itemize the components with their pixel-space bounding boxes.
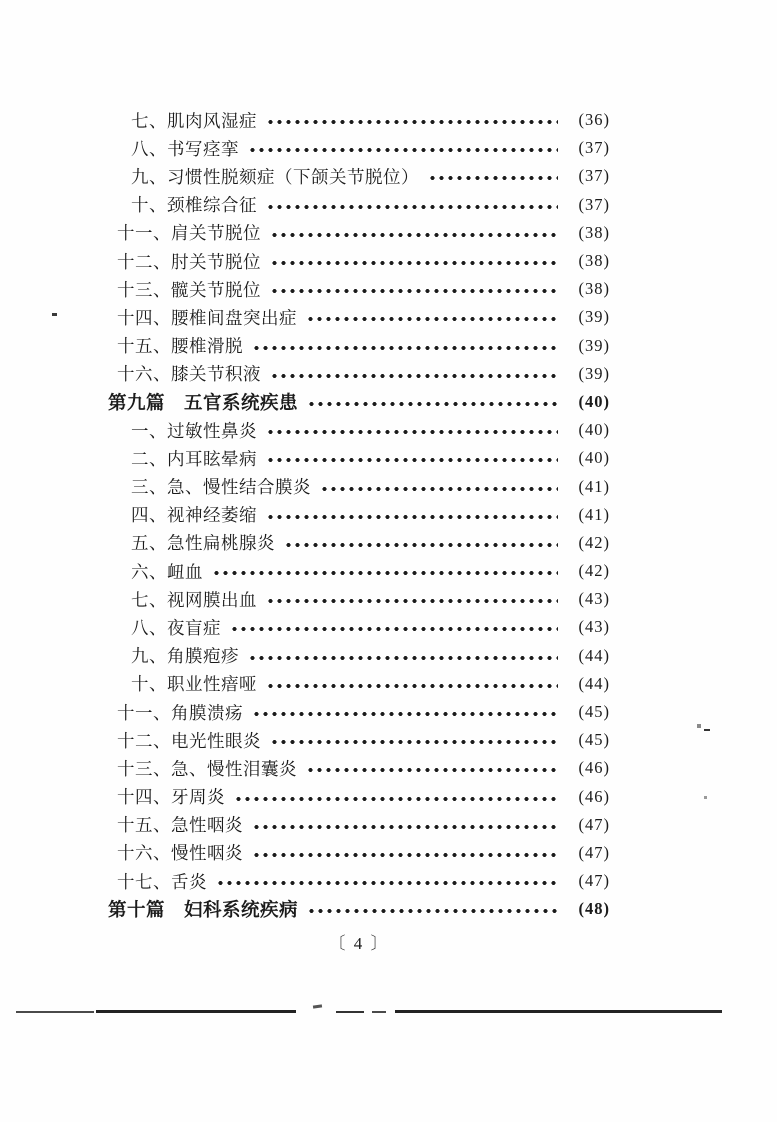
footer-page-label: 〔 4 〕 xyxy=(328,934,390,953)
dot-leader-icon xyxy=(252,824,558,830)
toc-entry xyxy=(108,642,610,670)
dot-leader-icon xyxy=(252,852,558,858)
dot-leader-icon xyxy=(266,429,558,435)
toc-entry-label: 九、习惯性脱颏症（下颌关节脱位） xyxy=(131,166,419,187)
toc-entry-label: 十一、角膜溃疡 xyxy=(117,702,243,723)
toc-entry-label: 十六、慢性咽炎 xyxy=(117,843,243,864)
scan-rule-segment xyxy=(313,1004,322,1008)
toc-entry-page: (48) xyxy=(578,899,610,919)
toc-entry xyxy=(108,867,610,895)
toc-entry-page: (45) xyxy=(578,702,610,722)
toc-entry-label: 十五、急性咽炎 xyxy=(117,815,243,836)
toc-entry-label: 二、内耳眩晕病 xyxy=(131,448,257,469)
toc-entry-page: (44) xyxy=(578,673,610,693)
toc-entry-page: (36) xyxy=(578,110,610,130)
toc-entry-page: (39) xyxy=(578,363,610,383)
dot-leader-icon xyxy=(306,767,558,773)
dot-leader-icon xyxy=(266,457,558,463)
dot-leader-icon xyxy=(266,683,558,689)
toc-entry-page: (46) xyxy=(578,758,610,778)
toc-entry-label: 十三、髋关节脱位 xyxy=(117,279,261,300)
toc-entry xyxy=(108,162,610,190)
toc-entry xyxy=(108,783,610,811)
toc-entry-page: (38) xyxy=(578,222,610,242)
toc-entry-page: (43) xyxy=(578,617,610,637)
toc-entry xyxy=(108,416,610,444)
dot-leader-icon xyxy=(270,288,558,294)
dot-leader-icon xyxy=(252,345,558,351)
toc-entry-label: 八、书写痉挛 xyxy=(131,138,239,159)
toc-entry-label: 十二、肘关节脱位 xyxy=(117,251,261,272)
toc-entry-page: (40) xyxy=(578,448,610,468)
toc-entry-page: (47) xyxy=(578,842,610,862)
toc-entry-label: 十五、腰椎滑脱 xyxy=(117,336,243,357)
toc-entry-page: (39) xyxy=(578,307,610,327)
scan-rule-segment xyxy=(395,1010,642,1013)
toc-entry-label: 九、角膜疱疹 xyxy=(131,646,239,667)
toc-entry xyxy=(108,134,610,162)
dot-leader-icon xyxy=(270,232,558,238)
dot-leader-icon xyxy=(307,908,558,914)
toc-entry-page: (45) xyxy=(578,730,610,750)
dot-leader-icon xyxy=(320,486,558,492)
toc-entry xyxy=(108,613,610,641)
scan-rule-segment xyxy=(16,1011,94,1013)
toc-entry xyxy=(108,585,610,613)
dot-leader-icon xyxy=(248,147,558,153)
scan-rule-segment xyxy=(96,1010,296,1013)
toc-entry-label: 十三、急、慢性泪囊炎 xyxy=(117,758,297,779)
toc-entry-label: 八、夜盲症 xyxy=(131,617,221,638)
toc-entry xyxy=(108,726,610,754)
toc-entry-page: (41) xyxy=(578,504,610,524)
dot-leader-icon xyxy=(266,598,558,604)
dot-leader-icon xyxy=(307,401,558,407)
toc-entry-page: (38) xyxy=(578,279,610,299)
scan-rule-segment xyxy=(336,1011,364,1013)
dot-leader-icon xyxy=(216,880,558,886)
toc-entry xyxy=(108,754,610,782)
toc-entry-page: (41) xyxy=(578,476,610,496)
toc-entry xyxy=(108,360,610,388)
toc-entry xyxy=(108,895,610,923)
scan-rule-segment xyxy=(372,1011,386,1013)
toc-entry xyxy=(108,106,610,134)
toc-entry-page: (42) xyxy=(578,561,610,581)
toc-entry-page: (39) xyxy=(578,335,610,355)
toc-entry-label: 五、急性扁桃腺炎 xyxy=(131,533,275,554)
toc-entry-label: 三、急、慢性结合膜炎 xyxy=(131,477,311,498)
toc-entry xyxy=(108,839,610,867)
toc-entry-page: (40) xyxy=(578,391,610,411)
toc-entry xyxy=(108,670,610,698)
toc-entry-label: 一、过敏性鼻炎 xyxy=(131,420,257,441)
toc-entry xyxy=(108,219,610,247)
toc-entry-page: (47) xyxy=(578,814,610,834)
toc-entry-label: 十四、腰椎间盘突出症 xyxy=(117,307,297,328)
toc-entry-page: (44) xyxy=(578,645,610,665)
toc-entry-label: 七、肌肉风湿症 xyxy=(131,110,257,131)
toc-entry-label: 十、职业性瘖哑 xyxy=(131,674,257,695)
toc-entry xyxy=(108,472,610,500)
toc-list xyxy=(108,106,610,923)
toc-entry xyxy=(108,444,610,472)
toc-entry-label: 十六、膝关节积液 xyxy=(117,364,261,385)
toc-entry xyxy=(108,529,610,557)
toc-entry-page: (42) xyxy=(578,532,610,552)
toc-entry xyxy=(108,811,610,839)
dot-leader-icon xyxy=(428,175,558,181)
toc-entry-page: (37) xyxy=(578,194,610,214)
dot-leader-icon xyxy=(270,739,558,745)
dot-leader-icon xyxy=(284,542,558,548)
ink-speck xyxy=(697,724,701,728)
dot-leader-icon xyxy=(270,373,558,379)
dot-leader-icon xyxy=(248,655,558,661)
toc-entry-label: 十二、电光性眼炎 xyxy=(117,730,261,751)
dot-leader-icon xyxy=(266,514,558,520)
dot-leader-icon xyxy=(266,204,558,210)
dot-leader-icon xyxy=(266,119,558,125)
toc-entry-label: 第九篇 五官系统疾患 xyxy=(108,393,299,414)
toc-entry-label: 第十篇 妇科系统疾病 xyxy=(108,901,299,922)
toc-entry-page: (37) xyxy=(578,138,610,158)
toc-entry xyxy=(108,388,610,416)
toc-entry-page: (38) xyxy=(578,251,610,271)
toc-entry xyxy=(108,698,610,726)
toc-entry-label: 十七、舌炎 xyxy=(117,871,207,892)
toc-entry-label: 六、衄血 xyxy=(131,561,203,582)
ink-speck xyxy=(704,729,710,731)
page-number-footer xyxy=(108,929,610,954)
toc-entry xyxy=(108,332,610,360)
dot-leader-icon xyxy=(252,711,558,717)
dot-leader-icon xyxy=(306,316,558,322)
dot-leader-icon xyxy=(212,570,558,576)
dot-leader-icon xyxy=(270,260,558,266)
toc-entry-label: 四、视神经萎缩 xyxy=(131,505,257,526)
toc-entry-page: (46) xyxy=(578,786,610,806)
toc-entry xyxy=(108,557,610,585)
ink-speck xyxy=(52,313,57,316)
toc-entry xyxy=(108,191,610,219)
toc-entry xyxy=(108,303,610,331)
toc-entry-page: (37) xyxy=(578,166,610,186)
toc-entry-label: 十、颈椎综合征 xyxy=(131,195,257,216)
ink-speck xyxy=(704,796,707,799)
dot-leader-icon xyxy=(234,796,558,802)
dot-leader-icon xyxy=(230,626,558,632)
toc-entry-label: 七、视网膜出血 xyxy=(131,589,257,610)
toc-entry-label: 十四、牙周炎 xyxy=(117,787,225,808)
toc-entry xyxy=(108,247,610,275)
toc-entry-page: (47) xyxy=(578,871,610,891)
scan-rule-segment xyxy=(640,1010,722,1013)
toc-entry-label: 十一、肩关节脱位 xyxy=(117,223,261,244)
toc-entry-page: (40) xyxy=(578,420,610,440)
toc-entry xyxy=(108,275,610,303)
toc-entry-page: (43) xyxy=(578,589,610,609)
toc-entry xyxy=(108,501,610,529)
